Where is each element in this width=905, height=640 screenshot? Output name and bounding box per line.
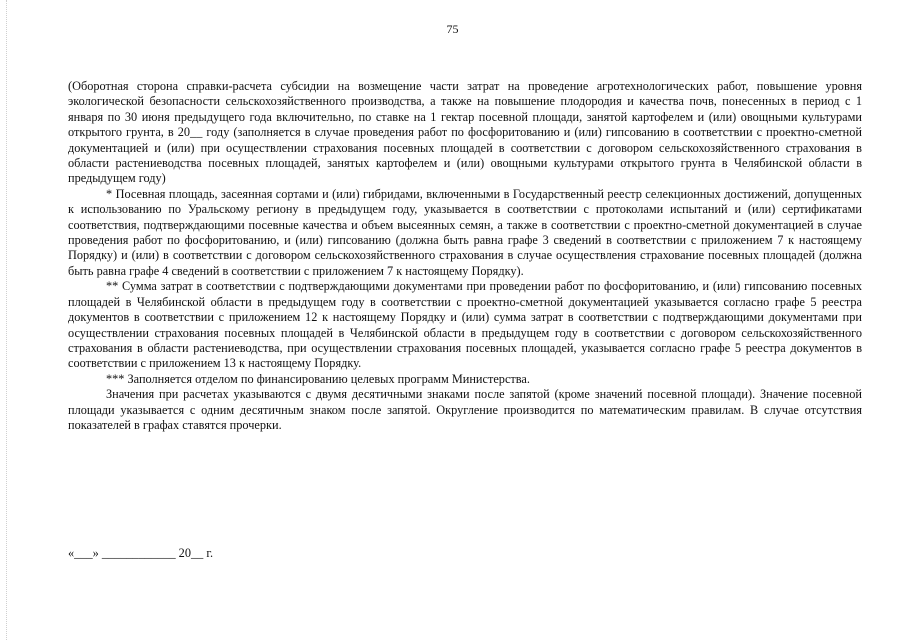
page-number: 75 <box>446 22 459 36</box>
date-line: «___» ____________ 20__ г. <box>68 546 214 560</box>
footnote-2-paragraph: ** Сумма затрат в соответствии с подтверждающими документами при проведении работ по фосфоритованию, и (или) гипсованию посевных площадей в Челябинской области в предыдущем году в соответствии с проектно-сметной документацией указывается согласно графе 5 реестра документов в соответствии с приложением 12 к настоящему Порядку и (или) сумма затрат в соответствии с подтверждающими документами при осуществлении страхования посевных площадей в Челябинской области в предыдущем году в соответствии с договором сельскохозяйственного страхования в области растениеводства, при осуществлении страхования посевных площадей, указывается согласно графе 5 реестра документов в соответствии с приложением 13 к настоящему Порядку. <box>68 279 862 371</box>
scan-edge-artifact <box>6 0 8 640</box>
document-body <box>68 79 862 433</box>
footnote-1-paragraph: * Посевная площадь, засеянная сортами и (или) гибридами, включенными в Государственный реестр селекционных достижений, допущенных к использованию по Уральскому региону в предыдущем году, указывается в соответствии с протоколами испытаний и (или) сертификатами соответствия, подтверждающими посевные качества и объем высеянных семян, а также в соответствии с проектно-сметной документацией в случае проведения работ по фосфоритованию, и (или) гипсованию (должна быть равна графе 3 сведений в соответствии с приложением 7 к настоящему Порядку) и (или) в соответствии с договором сельскохозяйственного страхования в случае осуществления страхование посевных площадей (должна быть равна графе 4 сведений в соответствии с приложением 7 к настоящему Порядку). <box>68 186 862 278</box>
rounding-note-paragraph: Значения при расчетах указываются с двумя десятичными знаками после запятой (кроме значений посевной площади). Значение посевной площади указывается с одним десятичным знаком после запятой. Округление производится по математическим правилам. В случае отсутствия показателей в графах ставятся прочерки. <box>68 387 862 432</box>
footnote-3-paragraph: *** Заполняется отделом по финансированию целевых программ Министерства. <box>106 371 530 386</box>
header-note-paragraph: (Оборотная сторона справки-расчета субсидии на возмещение части затрат на проведение агротехнологических работ, повышение уровня экологической безопасности сельскохозяйственного производства, а также на повышение плодородия и качества почв, понесенных в период с 1 января по 30 июня предыдущего года включительно, по ставке на 1 гектар посевной площади, занятой картофелем и (или) овощными культурами открытого грунта, в 20__ году (заполняется в случае проведения работ по фосфоритованию и (или) гипсованию в соответствии с проектно-сметной документацией и (или) при осуществлении страхования посевных площадей в соответствии с договором сельскохозяйственного страхования в области растениеводства посевных площадей, занятых картофелем и (или) овощными культурами открытого грунта в Челябинской области в предыдущем году) <box>68 79 862 186</box>
